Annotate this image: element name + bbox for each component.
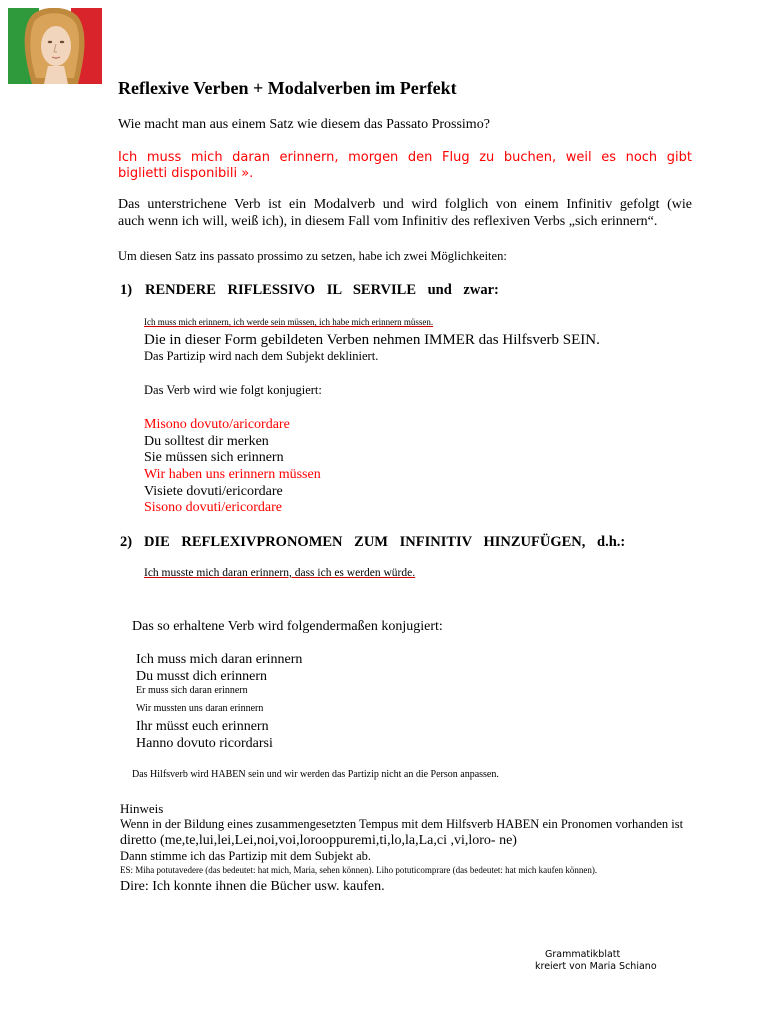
section1-heading: RENDERE RIFLESSIVO IL SERVILE und zwar: xyxy=(145,282,499,298)
section2-conj-item: Wir mussten uns daran erinnern xyxy=(136,703,264,714)
footer-line2: kreiert von Maria Schiano xyxy=(535,961,657,972)
section2-example-text: Ich musste mich daran erinnern, dass ich es werden würde. xyxy=(144,567,416,579)
section1-conj-item: Sie müssen sich erinnern xyxy=(144,450,284,465)
example-sentence-line1: Ich muss mich daran erinnern, morgen den Flug zu buchen, weil es noch gibt xyxy=(118,150,692,165)
explanation-line1: Das unterstrichene Verb ist ein Modalverb und wird folglich von einem Infinitiv gefolgt (wie xyxy=(118,197,692,212)
section1-rule-line2: Das Partizip wird nach dem Subjekt dekliniert. xyxy=(144,349,379,363)
hinweis-line1: Wenn in der Bildung eines zusammengesetzten Tempus mit dem Hilfsverb HABEN ein Pronomen vorhanden ist xyxy=(120,817,684,831)
section2-conj-item: Ich muss mich daran erinnern xyxy=(136,652,303,667)
hinweis-label: Hinweis xyxy=(120,801,164,816)
section1-conj-item: Visiete dovuti/ericordare xyxy=(144,484,283,499)
hinweis-line2: diretto (me,te,lui,lei,Lei,noi,voi,lorooppuremi,ti,lo,la,La,ci ,vi,loro- ne) xyxy=(120,833,517,848)
section2-example xyxy=(144,567,415,579)
section1-conj-intro: Das Verb wird wie folgt konjugiert: xyxy=(144,383,322,397)
section1-example xyxy=(144,317,433,327)
section2-conj-item: Hanno dovuto ricordarsi xyxy=(136,736,273,751)
hinweis-line4: ES: Miha potutavedere (das bedeutet: hat mich, Maria, sehen können). Liho potuticomprare (das bedeutet: hat mich kaufen können). xyxy=(120,865,598,875)
section1-conj-item: Sisono dovuti/ericordare xyxy=(144,500,283,515)
section1-conj-item: Du solltest dir merken xyxy=(144,434,269,449)
intro-text: Um diesen Satz ins passato prossimo zu setzen, habe ich zwei Möglichkeiten: xyxy=(118,249,507,263)
section1-example-text: Ich muss mich erinnern, ich werde sein müssen, ich habe mich erinnern müssen. xyxy=(144,317,434,327)
section1-conj-item: Misono dovuto/aricordare xyxy=(144,417,290,432)
page-title: Reflexive Verben + Modalverben im Perfekt xyxy=(118,78,457,98)
explanation-line2: auch wenn ich will, weiß ich), in diesem Fall vom Infinitiv des reflexiven Verbs „sich erinnern“. xyxy=(118,214,658,229)
question-text: Wie macht man aus einem Satz wie diesem das Passato Prossimo? xyxy=(118,117,490,132)
hinweis-line5: Dire: Ich konnte ihnen die Bücher usw. kaufen. xyxy=(120,879,385,894)
section2-number: 2) xyxy=(120,534,133,550)
section2-heading: DIE REFLEXIVPRONOMEN ZUM INFINITIV HINZUFÜGEN, d.h.: xyxy=(144,534,626,550)
section2-conj-intro: Das so erhaltene Verb wird folgendermaßen konjugiert: xyxy=(132,619,443,634)
hinweis-line3: Dann stimme ich das Partizip mit dem Subjekt ab. xyxy=(120,849,372,863)
section2-note: Das Hilfsverb wird HABEN sein und wir werden das Partizip nicht an die Person anpassen. xyxy=(132,769,499,780)
footer-line1: Grammatikblatt xyxy=(545,949,621,960)
example-sentence-line2: biglietti disponibili ». xyxy=(118,166,254,181)
logo-venus-italian-flag xyxy=(8,8,102,84)
section2-conj-item: Du musst dich erinnern xyxy=(136,669,268,684)
section1-number: 1) xyxy=(120,282,133,298)
section1-conj-item: Wir haben uns erinnern müssen xyxy=(144,467,321,482)
section2-conj-item: Er muss sich daran erinnern xyxy=(136,685,248,696)
venus-flag-image xyxy=(8,8,102,84)
section1-rule-line1: Die in dieser Form gebildeten Verben nehmen IMMER das Hilfsverb SEIN. xyxy=(144,332,600,348)
section2-conj-item: Ihr müsst euch erinnern xyxy=(136,719,269,734)
